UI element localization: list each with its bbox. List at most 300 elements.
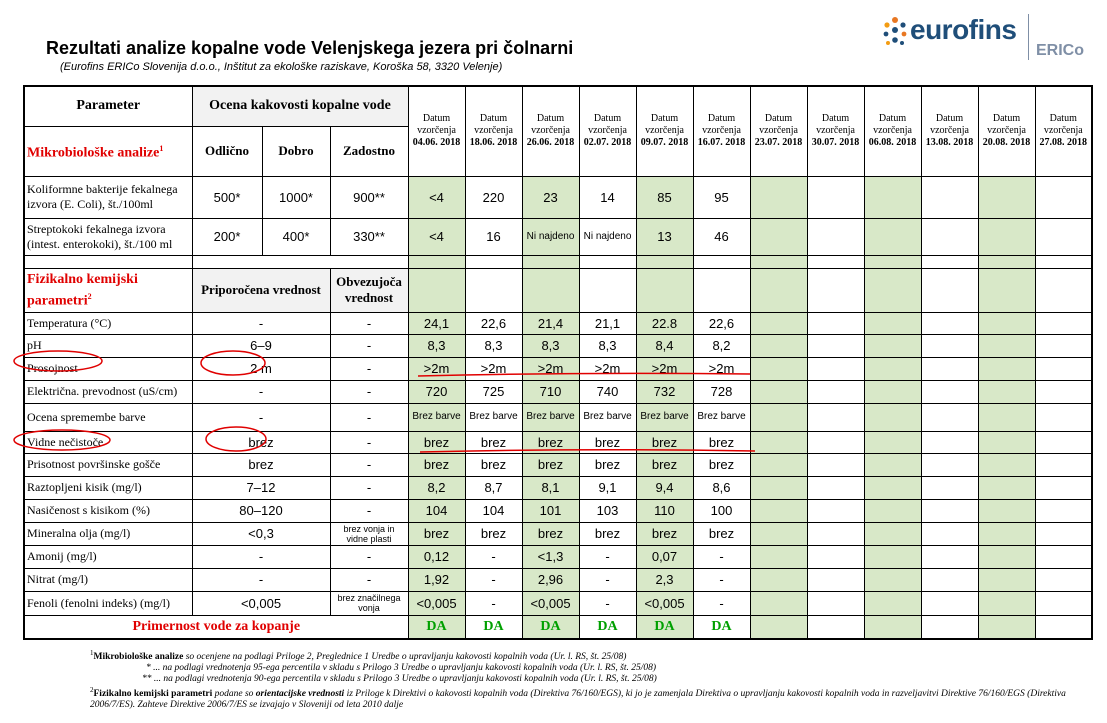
phys-value: Brez barve bbox=[579, 403, 636, 431]
phys-row-label: Nasičenost s kisikom (%) bbox=[24, 499, 192, 522]
phys-value: >2m bbox=[465, 357, 522, 380]
phys-empty bbox=[921, 312, 978, 334]
date-value: 18.06. 2018 bbox=[469, 137, 518, 149]
phys-header-blank bbox=[465, 268, 522, 312]
phys-empty bbox=[1035, 431, 1092, 453]
phys-value: brez bbox=[693, 453, 750, 476]
phys-value: brez bbox=[408, 453, 465, 476]
phys-empty bbox=[807, 499, 864, 522]
phys-empty bbox=[864, 522, 921, 545]
micro-value: Ni najdeno bbox=[579, 218, 636, 255]
micro-ref-value: 330** bbox=[330, 218, 408, 255]
phys-value: 24,1 bbox=[408, 312, 465, 334]
phys-value: brez bbox=[636, 522, 693, 545]
phys-header-blank bbox=[921, 268, 978, 312]
phys-value: 22.8 bbox=[636, 312, 693, 334]
phys-value: 0,07 bbox=[636, 545, 693, 568]
phys-row-label: Prisotnost površinske gošče bbox=[24, 453, 192, 476]
phys-row-label: Amonij (mg/l) bbox=[24, 545, 192, 568]
phys-value: 8,1 bbox=[522, 476, 579, 499]
date-header-3 bbox=[579, 86, 636, 176]
phys-empty bbox=[807, 568, 864, 591]
phys-empty bbox=[807, 591, 864, 615]
primernost-empty bbox=[750, 615, 807, 639]
phys-value: Brez barve bbox=[465, 403, 522, 431]
phys-prip-value: - bbox=[192, 403, 330, 431]
phys-empty bbox=[750, 403, 807, 431]
phys-value: brez bbox=[522, 522, 579, 545]
date-header-8 bbox=[864, 86, 921, 176]
phys-value: >2m bbox=[693, 357, 750, 380]
phys-value: 9,1 bbox=[579, 476, 636, 499]
phys-empty bbox=[864, 431, 921, 453]
micro-value bbox=[864, 218, 921, 255]
footnote-4-b: iz Priloge k Direktivi o kakovosti kopalnih voda (Direktiva 76/160/EGS), ki jo je zamenjala Direktiva o upravljanju kakovosti kopalnih voda in razveljavitvi Direktive 76/160/EGS (Direktiva 2006/7/ES). Zahteve Direktive 2006/7/ES se izvajajo v Sloveniji od leta 2010 dalje bbox=[90, 689, 1066, 711]
phys-empty bbox=[921, 453, 978, 476]
primernost-value: DA bbox=[693, 615, 750, 639]
micro-value: Ni najdeno bbox=[522, 218, 579, 255]
phys-obv-value: - bbox=[330, 476, 408, 499]
phys-obv-value: - bbox=[330, 431, 408, 453]
phys-empty bbox=[807, 312, 864, 334]
phys-empty bbox=[1035, 545, 1092, 568]
phys-value: 100 bbox=[693, 499, 750, 522]
blank-cell bbox=[693, 255, 750, 268]
date-value: 26.06. 2018 bbox=[526, 137, 575, 149]
phys-empty bbox=[750, 357, 807, 380]
blank-cell bbox=[978, 255, 1035, 268]
section-phys-title bbox=[24, 268, 192, 312]
phys-value: >2m bbox=[408, 357, 465, 380]
phys-prip-value: brez bbox=[192, 431, 330, 453]
phys-empty bbox=[807, 334, 864, 357]
phys-value: 22,6 bbox=[693, 312, 750, 334]
footnote-2: * ... na podlagi vrednotenja 95-ega percentila v skladu s Prilogo 3 Uredbe o upravljanju kakovosti kopalnih voda (Ur. l. RS, št. 25/08) bbox=[146, 663, 657, 674]
date-value: 23.07. 2018 bbox=[754, 137, 803, 149]
phys-empty bbox=[864, 453, 921, 476]
phys-value: - bbox=[693, 545, 750, 568]
date-value: 13.08. 2018 bbox=[925, 137, 974, 149]
phys-header-blank bbox=[807, 268, 864, 312]
datum-label: Datum vzorčenja bbox=[930, 113, 969, 137]
phys-value: <0,005 bbox=[636, 591, 693, 615]
section-micro-label: Mikrobiološke analize bbox=[27, 145, 160, 161]
phys-prip-value: 2 m bbox=[192, 357, 330, 380]
phys-value: <1,3 bbox=[522, 545, 579, 568]
phys-empty bbox=[864, 312, 921, 334]
phys-value: - bbox=[693, 568, 750, 591]
datum-label: Datum vzorčenja bbox=[1043, 113, 1083, 137]
blank-cell bbox=[579, 255, 636, 268]
date-header-9 bbox=[921, 86, 978, 176]
micro-value: 85 bbox=[636, 176, 693, 218]
phys-prip-value: - bbox=[192, 312, 330, 334]
phys-empty bbox=[1035, 334, 1092, 357]
phys-value: brez bbox=[522, 453, 579, 476]
micro-value bbox=[750, 176, 807, 218]
phys-empty bbox=[750, 568, 807, 591]
phys-prip-value: - bbox=[192, 545, 330, 568]
phys-prip-value: <0,3 bbox=[192, 522, 330, 545]
phys-empty bbox=[864, 591, 921, 615]
page-subtitle: (Eurofins ERICo Slovenija d.o.o., Inštitut za ekološke raziskave, Koroška 58, 3320 Velenje) bbox=[60, 61, 503, 73]
logo-divider bbox=[1028, 14, 1029, 60]
phys-row-label: pH bbox=[24, 334, 192, 357]
micro-value bbox=[1035, 176, 1092, 218]
phys-obv-value: - bbox=[330, 357, 408, 380]
phys-row-label: Temperatura (°C) bbox=[24, 312, 192, 334]
phys-prip-value: - bbox=[192, 568, 330, 591]
phys-empty bbox=[750, 522, 807, 545]
phys-value: 0,12 bbox=[408, 545, 465, 568]
phys-empty bbox=[864, 380, 921, 403]
datum-label: Datum vzorčenja bbox=[645, 113, 684, 137]
phys-empty bbox=[807, 403, 864, 431]
phys-value: brez bbox=[408, 431, 465, 453]
phys-empty bbox=[1035, 357, 1092, 380]
datum-label: Datum vzorčenja bbox=[702, 113, 741, 137]
phys-prip-value: - bbox=[192, 380, 330, 403]
micro-value bbox=[921, 218, 978, 255]
phys-empty bbox=[807, 431, 864, 453]
phys-value: 8,3 bbox=[579, 334, 636, 357]
phys-obv-value: brez značilnega vonja bbox=[330, 591, 408, 615]
phys-empty bbox=[978, 334, 1035, 357]
phys-col-obv: Obvezujoča vrednost bbox=[330, 268, 408, 312]
phys-row-label: Električna. prevodnost (uS/cm) bbox=[24, 380, 192, 403]
blank-cell bbox=[921, 255, 978, 268]
primernost-value: DA bbox=[522, 615, 579, 639]
phys-value: - bbox=[579, 591, 636, 615]
phys-obv-value: - bbox=[330, 380, 408, 403]
phys-value: brez bbox=[465, 453, 522, 476]
phys-empty bbox=[864, 334, 921, 357]
phys-value: brez bbox=[408, 522, 465, 545]
primernost-empty bbox=[864, 615, 921, 639]
phys-empty bbox=[807, 476, 864, 499]
phys-value: Brez barve bbox=[408, 403, 465, 431]
date-value: 04.06. 2018 bbox=[412, 137, 461, 149]
blank-cell bbox=[522, 255, 579, 268]
phys-empty bbox=[864, 357, 921, 380]
phys-value: brez bbox=[636, 453, 693, 476]
phys-value: 1,92 bbox=[408, 568, 465, 591]
micro-value: 13 bbox=[636, 218, 693, 255]
phys-empty bbox=[921, 568, 978, 591]
datum-label: Datum vzorčenja bbox=[816, 113, 855, 137]
primernost-empty bbox=[978, 615, 1035, 639]
phys-empty bbox=[921, 591, 978, 615]
phys-row-label: Fenoli (fenolni indeks) (mg/l) bbox=[24, 591, 192, 615]
phys-empty bbox=[807, 545, 864, 568]
micro-ref-value: 500* bbox=[192, 176, 262, 218]
phys-empty bbox=[978, 476, 1035, 499]
footnotes bbox=[90, 648, 1090, 711]
phys-value: <0,005 bbox=[408, 591, 465, 615]
phys-value: 104 bbox=[408, 499, 465, 522]
footnote-4-bold2: orientacijske vrednosti bbox=[255, 689, 345, 700]
blank-cell bbox=[1035, 255, 1092, 268]
phys-empty bbox=[921, 545, 978, 568]
phys-value: brez bbox=[693, 522, 750, 545]
phys-header-blank bbox=[864, 268, 921, 312]
phys-value: 9,4 bbox=[636, 476, 693, 499]
phys-empty bbox=[750, 431, 807, 453]
micro-value: <4 bbox=[408, 218, 465, 255]
date-header-5 bbox=[693, 86, 750, 176]
phys-empty bbox=[978, 403, 1035, 431]
section-phys-sup: 2 bbox=[87, 291, 92, 301]
phys-value: 8,7 bbox=[465, 476, 522, 499]
phys-header-blank bbox=[1035, 268, 1092, 312]
phys-empty bbox=[978, 312, 1035, 334]
primernost-value: DA bbox=[408, 615, 465, 639]
date-value: 06.08. 2018 bbox=[868, 137, 917, 149]
footnote-1: $^1$Mikrobiološke analize so ocenjene na podlagi Priloge 2, Preglednice 1 Uredbe o upravljanju kakovosti kopalnih voda (Ur. l. RS, št. 25/08) bbox=[90, 649, 627, 663]
phys-value: - bbox=[465, 545, 522, 568]
phys-value: 8,3 bbox=[408, 334, 465, 357]
blank-cell bbox=[636, 255, 693, 268]
phys-empty bbox=[921, 476, 978, 499]
phys-value: >2m bbox=[636, 357, 693, 380]
micro-value bbox=[1035, 218, 1092, 255]
phys-value: 103 bbox=[579, 499, 636, 522]
datum-label: Datum vzorčenja bbox=[588, 113, 627, 137]
phys-header-blank bbox=[408, 268, 465, 312]
section-phys-label: Fizikalno kemijski parametri bbox=[27, 271, 138, 309]
eurofins-logo bbox=[880, 8, 1100, 68]
phys-value: 21,4 bbox=[522, 312, 579, 334]
phys-header-blank bbox=[522, 268, 579, 312]
phys-empty bbox=[921, 522, 978, 545]
date-value: 09.07. 2018 bbox=[640, 137, 689, 149]
micro-ref-value: 400* bbox=[262, 218, 330, 255]
phys-value: brez bbox=[522, 431, 579, 453]
date-value: 20.08. 2018 bbox=[982, 137, 1031, 149]
phys-value: 8,3 bbox=[465, 334, 522, 357]
phys-value: 8,2 bbox=[693, 334, 750, 357]
datum-label: Datum vzorčenja bbox=[873, 113, 912, 137]
phys-value: 2,3 bbox=[636, 568, 693, 591]
phys-row-label: Vidne nečistoče bbox=[24, 431, 192, 453]
micro-row-label: Koliformne bakterije fekalnega izvora (E. Coli), št./100ml bbox=[24, 176, 192, 218]
phys-value: 720 bbox=[408, 380, 465, 403]
micro-value bbox=[807, 218, 864, 255]
phys-value: 8,2 bbox=[408, 476, 465, 499]
phys-empty bbox=[921, 357, 978, 380]
phys-empty bbox=[864, 499, 921, 522]
phys-obv-value: - bbox=[330, 499, 408, 522]
phys-row-label: Mineralna olja (mg/l) bbox=[24, 522, 192, 545]
micro-value bbox=[978, 218, 1035, 255]
blank-cell bbox=[24, 255, 192, 268]
phys-empty bbox=[1035, 568, 1092, 591]
micro-col-1: Dobro bbox=[262, 126, 330, 176]
phys-empty bbox=[807, 522, 864, 545]
phys-value: brez bbox=[693, 431, 750, 453]
micro-value bbox=[750, 218, 807, 255]
micro-col-2: Zadostno bbox=[330, 126, 408, 176]
phys-empty bbox=[1035, 312, 1092, 334]
phys-empty bbox=[750, 453, 807, 476]
micro-value bbox=[921, 176, 978, 218]
phys-value: - bbox=[579, 568, 636, 591]
phys-row-label: Raztopljeni kisik (mg/l) bbox=[24, 476, 192, 499]
phys-value: <0,005 bbox=[522, 591, 579, 615]
phys-value: - bbox=[579, 545, 636, 568]
phys-value: 725 bbox=[465, 380, 522, 403]
phys-empty bbox=[978, 357, 1035, 380]
date-header-1 bbox=[465, 86, 522, 176]
phys-empty bbox=[864, 476, 921, 499]
phys-prip-value: brez bbox=[192, 453, 330, 476]
datum-label: Datum vzorčenja bbox=[987, 113, 1026, 137]
phys-value: Brez barve bbox=[522, 403, 579, 431]
primernost-value: DA bbox=[636, 615, 693, 639]
phys-row-label: Prosojnost bbox=[24, 357, 192, 380]
phys-obv-value: - bbox=[330, 545, 408, 568]
phys-empty bbox=[864, 568, 921, 591]
date-value: 02.07. 2018 bbox=[583, 137, 632, 149]
datum-label: Datum vzorčenja bbox=[531, 113, 570, 137]
micro-value: 95 bbox=[693, 176, 750, 218]
micro-col-0: Odlično bbox=[192, 126, 262, 176]
header-ocena: Ocena kakovosti kopalne vode bbox=[192, 86, 408, 126]
phys-value: 728 bbox=[693, 380, 750, 403]
phys-prip-value: 80–120 bbox=[192, 499, 330, 522]
micro-value bbox=[864, 176, 921, 218]
phys-empty bbox=[978, 522, 1035, 545]
primernost-empty bbox=[1035, 615, 1092, 639]
date-header-2 bbox=[522, 86, 579, 176]
blank-cell bbox=[750, 255, 807, 268]
datum-label: Datum vzorčenja bbox=[759, 113, 798, 137]
header-parameter: Parameter bbox=[24, 86, 192, 126]
phys-value: >2m bbox=[522, 357, 579, 380]
phys-value: 710 bbox=[522, 380, 579, 403]
phys-empty bbox=[807, 380, 864, 403]
footnote-4-bold: Fizikalno kemijski parametri bbox=[93, 689, 213, 700]
phys-value: brez bbox=[579, 453, 636, 476]
micro-value: 14 bbox=[579, 176, 636, 218]
phys-empty bbox=[750, 499, 807, 522]
phys-empty bbox=[978, 568, 1035, 591]
phys-empty bbox=[921, 403, 978, 431]
micro-value: <4 bbox=[408, 176, 465, 218]
phys-value: 8,4 bbox=[636, 334, 693, 357]
phys-empty bbox=[921, 431, 978, 453]
phys-empty bbox=[921, 380, 978, 403]
footnote-4-a: podane so bbox=[212, 689, 256, 700]
phys-value: 740 bbox=[579, 380, 636, 403]
phys-empty bbox=[807, 357, 864, 380]
phys-value: Brez barve bbox=[693, 403, 750, 431]
phys-header-blank bbox=[693, 268, 750, 312]
micro-ref-value: 1000* bbox=[262, 176, 330, 218]
date-value: 30.07. 2018 bbox=[811, 137, 860, 149]
phys-header-blank bbox=[750, 268, 807, 312]
date-value: 27.08. 2018 bbox=[1039, 137, 1087, 149]
primernost-empty bbox=[921, 615, 978, 639]
phys-value: Brez barve bbox=[636, 403, 693, 431]
phys-obv-value: brez vonja in vidne plasti bbox=[330, 522, 408, 545]
micro-value: 220 bbox=[465, 176, 522, 218]
phys-empty bbox=[1035, 403, 1092, 431]
datum-label: Datum vzorčenja bbox=[474, 113, 513, 137]
phys-value: brez bbox=[465, 431, 522, 453]
phys-empty bbox=[978, 380, 1035, 403]
phys-empty bbox=[1035, 380, 1092, 403]
logo-text: eurofins bbox=[910, 14, 1017, 45]
micro-value: 46 bbox=[693, 218, 750, 255]
micro-value bbox=[978, 176, 1035, 218]
phys-value: 22,6 bbox=[465, 312, 522, 334]
date-header-4 bbox=[636, 86, 693, 176]
blank-cell bbox=[408, 255, 465, 268]
phys-value: 8,3 bbox=[522, 334, 579, 357]
micro-value bbox=[807, 176, 864, 218]
phys-empty bbox=[864, 403, 921, 431]
micro-ref-value: 900** bbox=[330, 176, 408, 218]
phys-empty bbox=[921, 499, 978, 522]
phys-empty bbox=[921, 334, 978, 357]
date-header-11 bbox=[1035, 86, 1092, 176]
blank-cell bbox=[192, 255, 408, 268]
primernost-value: DA bbox=[579, 615, 636, 639]
phys-col-prip: Priporočena vrednost bbox=[192, 268, 330, 312]
phys-header-blank bbox=[978, 268, 1035, 312]
phys-obv-value: - bbox=[330, 334, 408, 357]
micro-ref-value: 200* bbox=[192, 218, 262, 255]
phys-empty bbox=[978, 453, 1035, 476]
phys-row-label: Nitrat (mg/l) bbox=[24, 568, 192, 591]
date-header-10 bbox=[978, 86, 1035, 176]
primernost-empty bbox=[807, 615, 864, 639]
phys-empty bbox=[1035, 476, 1092, 499]
phys-value: 110 bbox=[636, 499, 693, 522]
phys-empty bbox=[750, 334, 807, 357]
date-value: 16.07. 2018 bbox=[697, 137, 746, 149]
phys-obv-value: - bbox=[330, 453, 408, 476]
results-table bbox=[23, 85, 1093, 640]
blank-cell bbox=[864, 255, 921, 268]
phys-empty bbox=[1035, 522, 1092, 545]
micro-value: 23 bbox=[522, 176, 579, 218]
date-header-6 bbox=[750, 86, 807, 176]
blank-cell bbox=[465, 255, 522, 268]
phys-obv-value: - bbox=[330, 568, 408, 591]
phys-empty bbox=[978, 591, 1035, 615]
phys-empty bbox=[978, 431, 1035, 453]
footnote-3: ** ... na podlagi vrednotenja 90-ega percentila v skladu s Prilogo 3 Uredbe o upravljanju kakovosti kopalnih voda (Ur. l. RS, št. 25/08) bbox=[142, 674, 657, 685]
micro-row-label: Streptokoki fekalnega izvora (intest. enterokoki), št./100 ml bbox=[24, 218, 192, 255]
phys-prip-value: <0,005 bbox=[192, 591, 330, 615]
phys-value: 104 bbox=[465, 499, 522, 522]
phys-row-label: Ocena spremembe barve bbox=[24, 403, 192, 431]
phys-value: brez bbox=[636, 431, 693, 453]
page-title: Rezultati analize kopalne vode Velenjskega jezera pri čolnarni bbox=[46, 38, 574, 58]
phys-empty bbox=[1035, 591, 1092, 615]
phys-prip-value: 7–12 bbox=[192, 476, 330, 499]
phys-value: - bbox=[465, 568, 522, 591]
date-header-0 bbox=[408, 86, 465, 176]
blank-cell bbox=[807, 255, 864, 268]
phys-empty bbox=[978, 499, 1035, 522]
logo-sub: ERICo bbox=[1036, 42, 1084, 59]
phys-value: 2,96 bbox=[522, 568, 579, 591]
phys-empty bbox=[750, 545, 807, 568]
logo-dots-icon bbox=[882, 16, 908, 46]
